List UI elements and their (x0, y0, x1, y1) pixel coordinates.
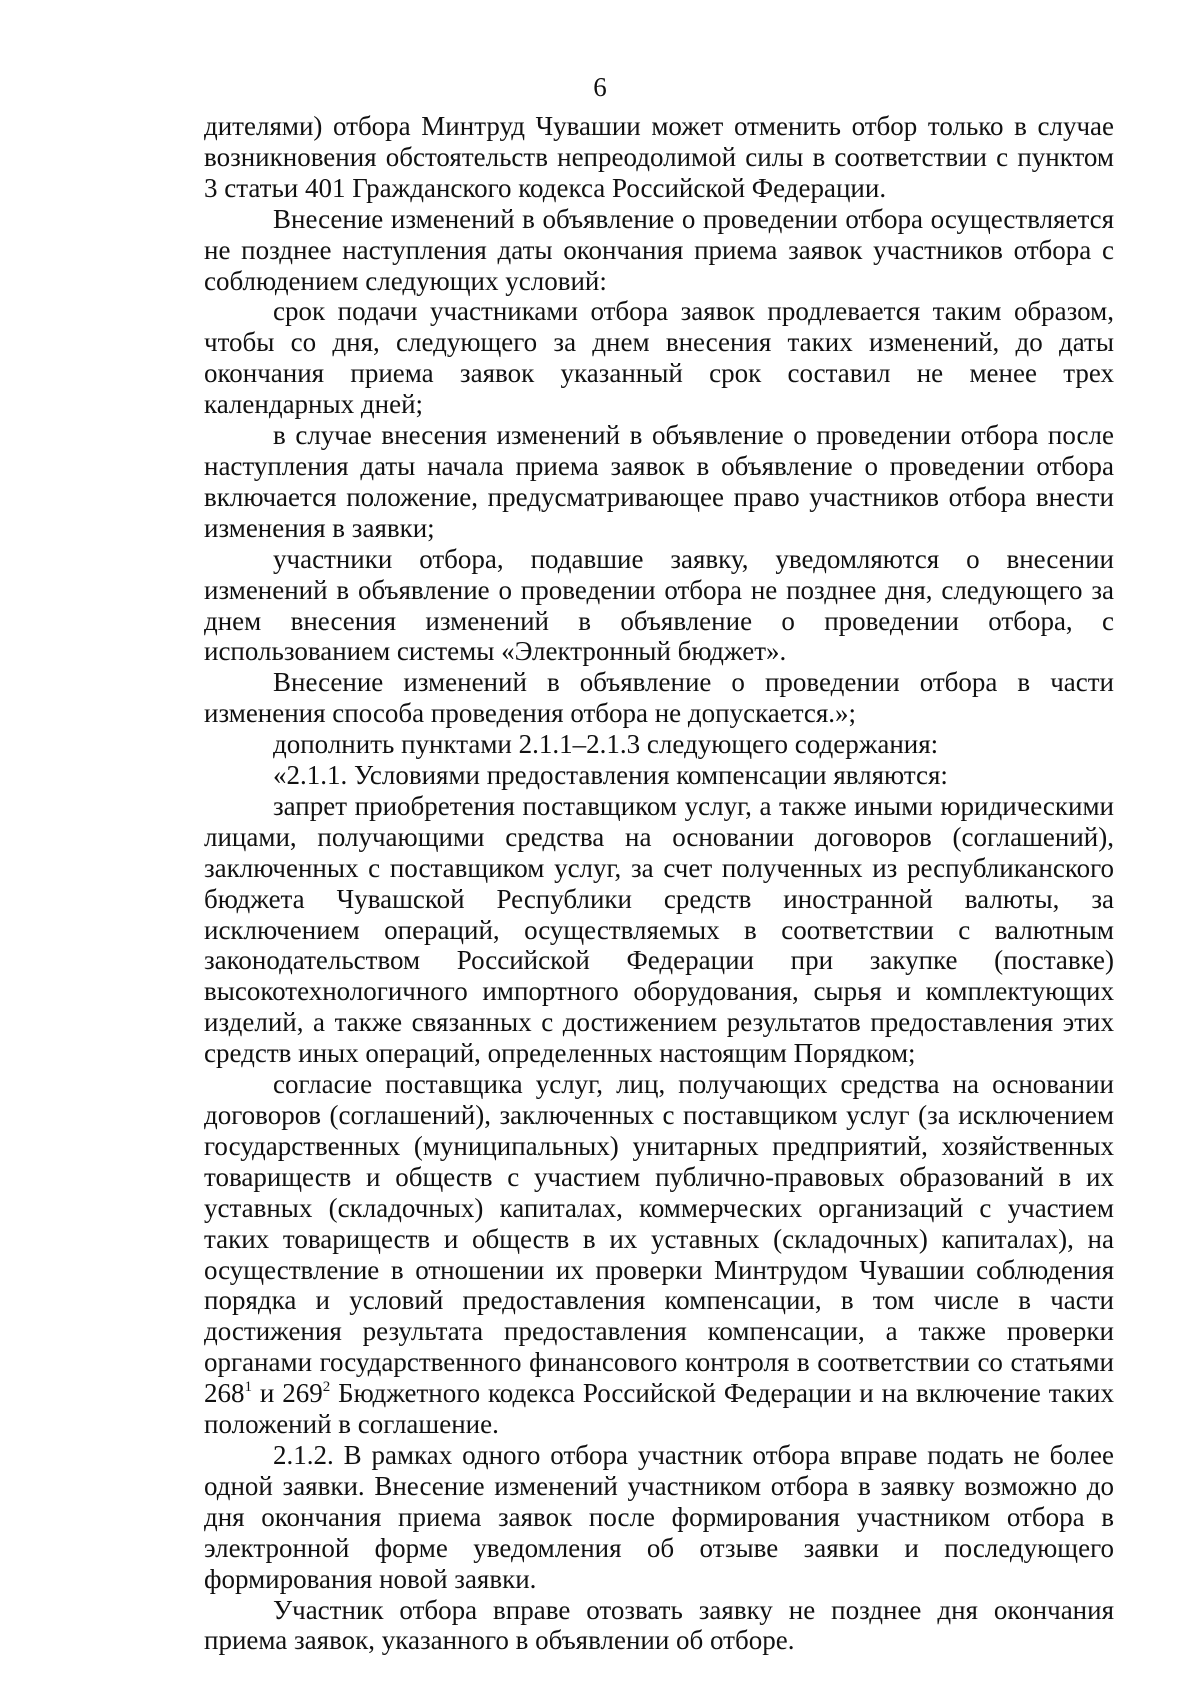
paragraph: срок подачи участниками отбора заявок продлевается таким образом, чтобы со дня, следующего за днем внесения таких изменений, до даты окончания приема заявок указанный срок составил не менее трех календарных дней; (204, 296, 1114, 420)
paragraph: запрет приобретения поставщиком услуг, а также иными юридическими лицами, получающими средства на основании договоров (соглашений), заключенных с поставщиком услуг, за счет полученных из республиканского бюджета Чувашской Республики средств иностранной валюты, за исключением операций, осуществляемых в соответствии с валютным законодательством Российской Федерации при закупке (поставке) высокотехнологичного импортного оборудования, сырья и комплектующих изделий, а также связанных с достижением результатов предоставления этих средств иных операций, определенных настоящим Порядком; (204, 790, 1114, 1069)
paragraph: дополнить пунктами 2.1.1–2.1.3 следующего содержания: (273, 729, 939, 760)
text-run: Бюджетного кодекса Российской Федерации и на включение таких положений в соглашение. (204, 1378, 1114, 1440)
page-number: 6 (593, 72, 607, 102)
text-run: согласие поставщика услуг, лиц, получающих средства на основании договоров (соглашений), заключенных с поставщиком услуг (за исключением государственных (муниципальных) унитарных предприятий, хозяйственных товариществ и обществ с участием публично-правовых образований в их уставных (складочных) капиталах, коммерческих организаций с участием таких товариществ и обществ в их уставных (складочных) капиталах), на осуществление в отношении их проверки Минтрудом Чувашии соблюдения порядка и условий предоставления компенсации, в том числе в части достижения результата предоставления компенсации, а также проверки органами государственного финансового контроля в соответствии со статьями 268 (204, 1069, 1114, 1409)
paragraph: Внесение изменений в объявление о проведении отбора осуществляется не позднее наступления даты окончания приема заявок участников отбора с соблюдением следующих условий: (204, 203, 1114, 296)
paragraph: в случае внесения изменений в объявление о проведении отбора после наступления даты начала приема заявок в объявление о проведении отбора включается положение, предусматривающее право участников отбора внести изменения в заявки; (204, 420, 1114, 543)
text-run: и 269 (252, 1378, 323, 1409)
paragraph: дителями) отбора Минтруд Чувашии может отменить отбор только в случае возникновения обстоятельств непреодолимой силы в соответствии с пунктом 3 статьи 401 Гражданского кодекса Российской Федерации. (204, 111, 1114, 203)
article-superscript: 2 (322, 1379, 331, 1396)
article-superscript: 1 (244, 1379, 252, 1396)
paragraph: 2.1.2. В рамках одного отбора участник отбора вправе подать не более одной заявки. Внесение изменений участником отбора в заявку возможно до дня окончания приема заявок после формирования участником отбора в электронной форме уведомления об отзыве заявки и последующего формирования новой заявки. (204, 1439, 1114, 1594)
paragraph: Участник отбора вправе отозвать заявку не позднее дня окончания приема заявок, указанного в объявлении об отборе. (204, 1594, 1114, 1656)
paragraph: Внесение изменений в объявление о проведении отбора в части изменения способа проведения отбора не допускается.»; (204, 667, 1114, 729)
paragraph: «2.1.1. Условиями предоставления компенсации являются: (273, 760, 948, 791)
document-body (204, 111, 1114, 1656)
consent-paragraph (204, 1069, 1114, 1440)
paragraph: участники отбора, подавшие заявку, уведомляются о внесении изменений в объявление о проведении отбора не позднее дня, следующего за днем внесения изменений в объявление о проведении отбора, с использованием системы «Электронный бюджет». (204, 543, 1114, 667)
